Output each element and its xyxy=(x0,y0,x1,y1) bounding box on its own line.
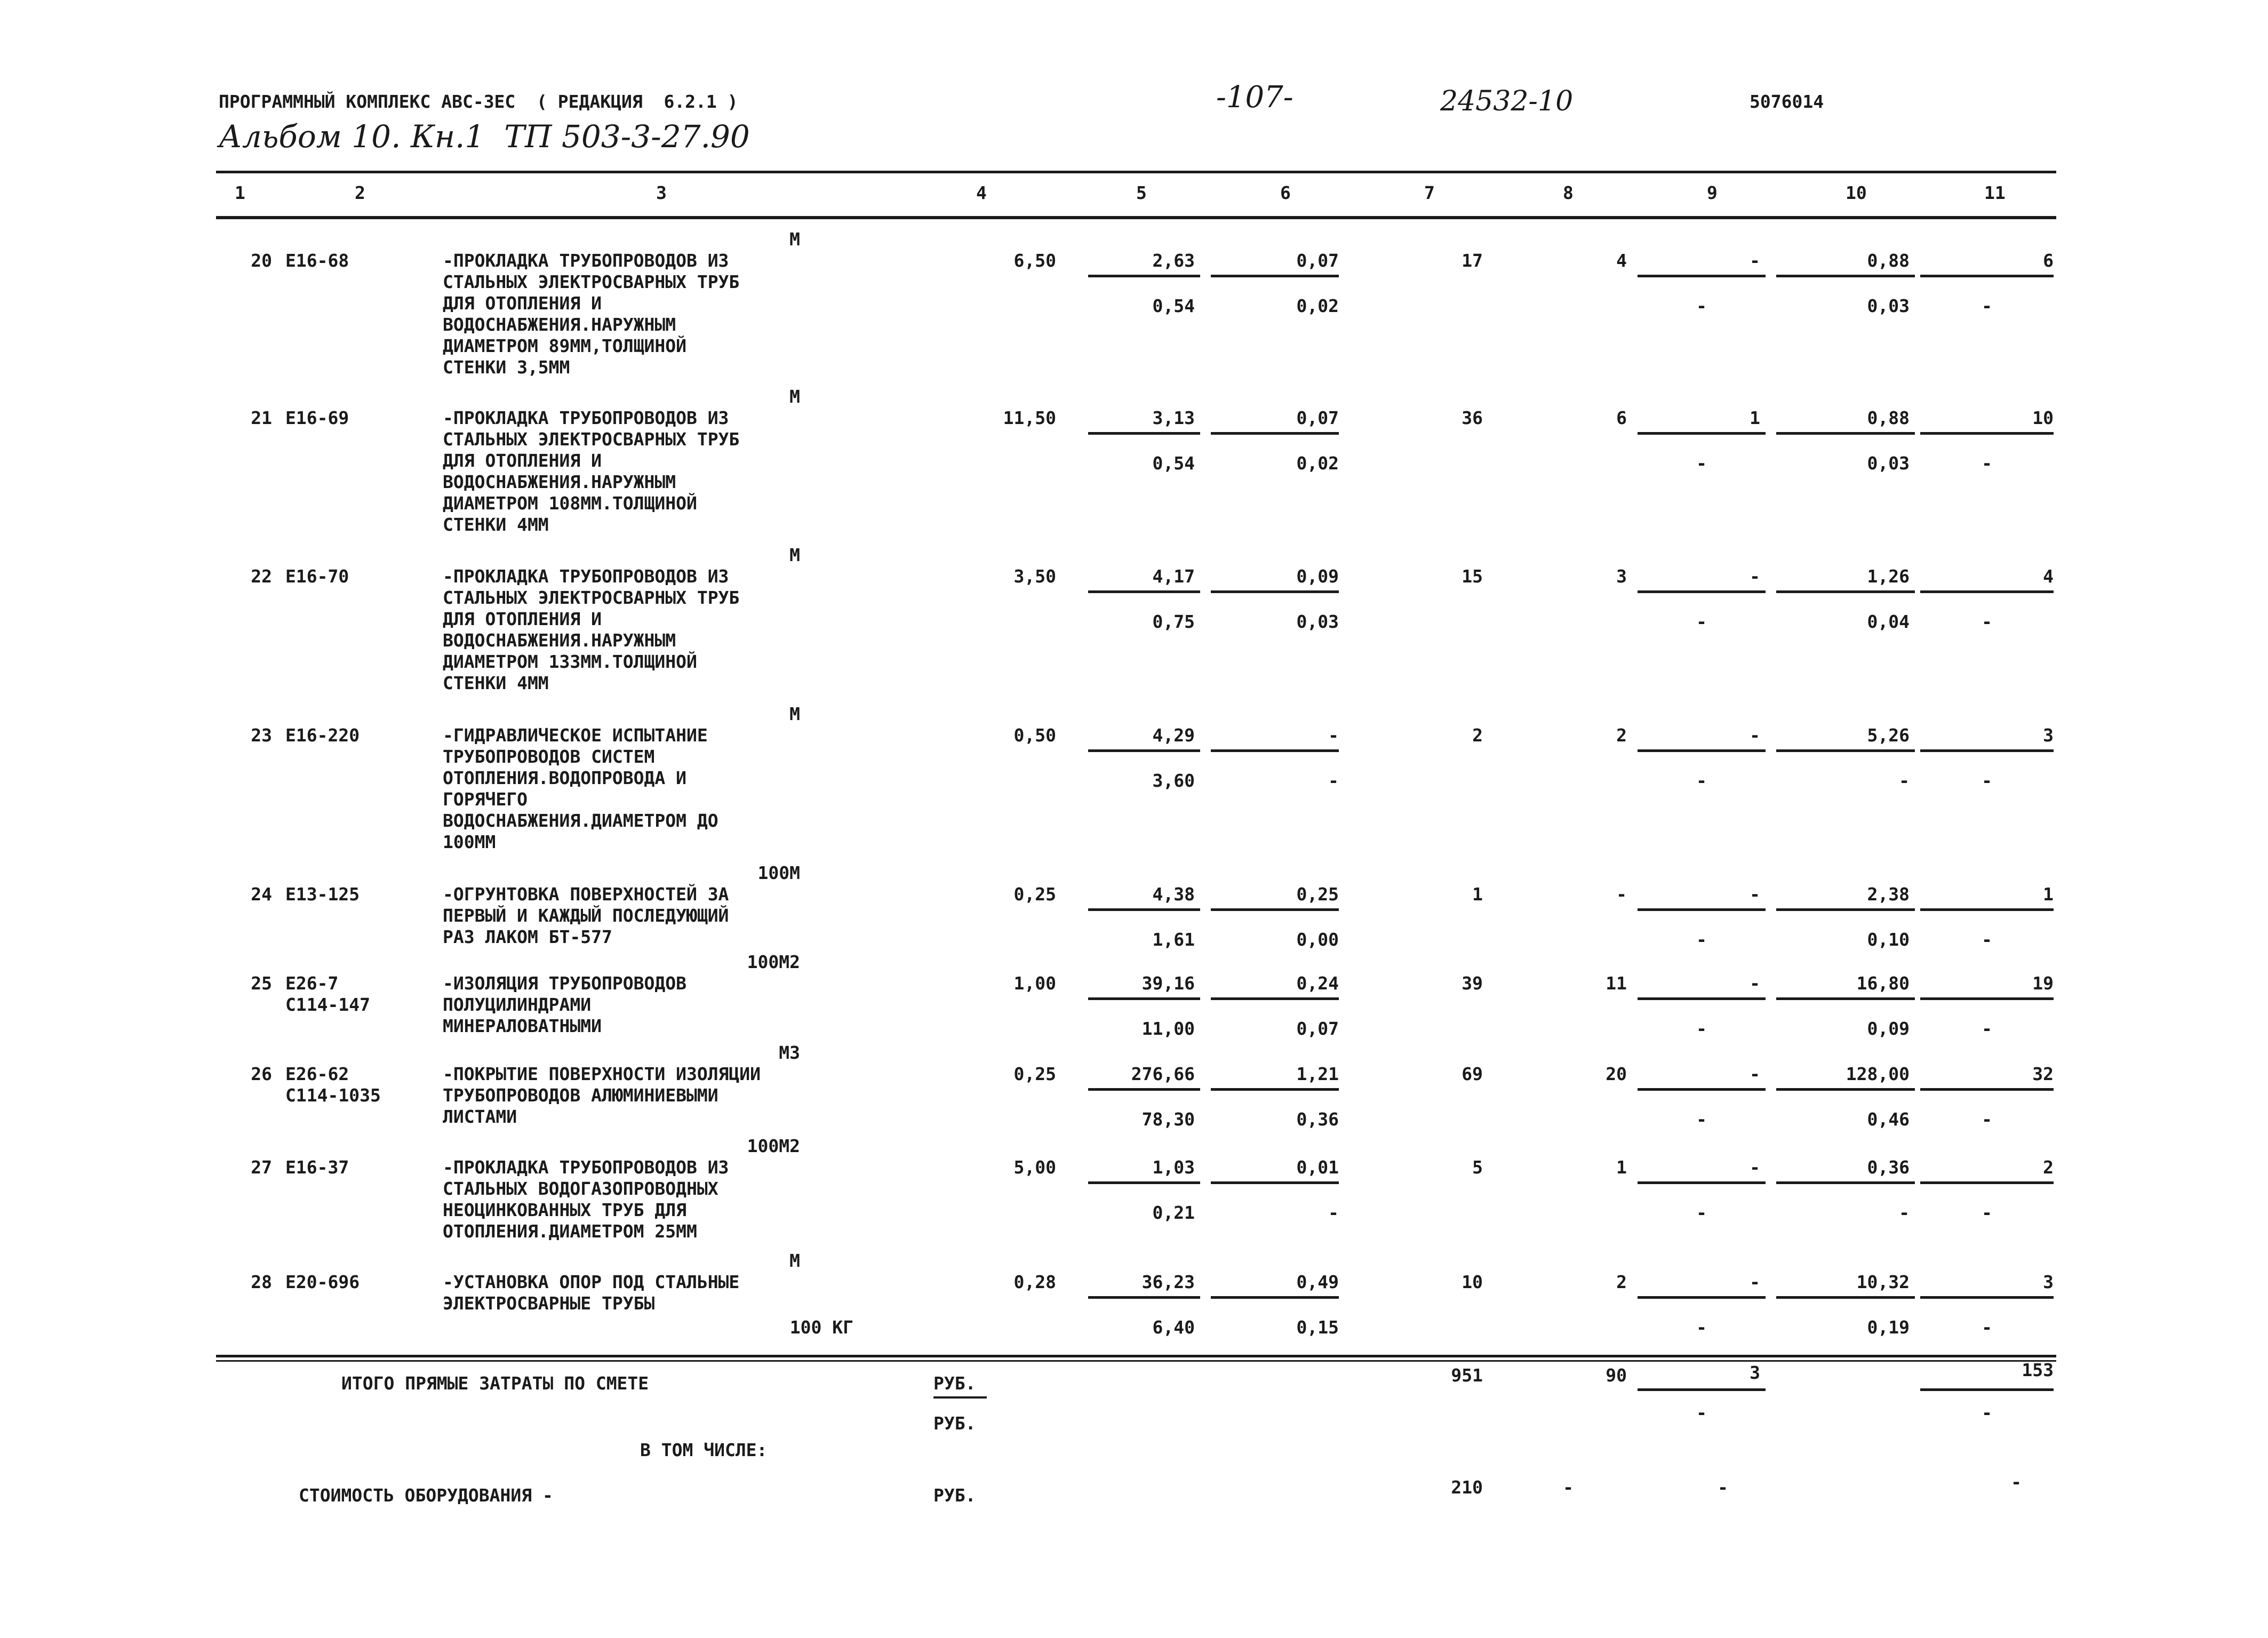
row-description-line: ВОДОСНАБЖЕНИЯ.НАРУЖНЫМ xyxy=(443,472,676,492)
row-col9-bottom: - xyxy=(1696,929,1707,950)
totals-col8: 90 xyxy=(1606,1365,1627,1386)
row-col5-rule xyxy=(1088,432,1200,435)
row-col5-top: 2,63 xyxy=(1152,250,1195,271)
row-col6-rule xyxy=(1211,1296,1339,1299)
row-code: Е20-696 xyxy=(285,1272,360,1292)
row-code: С114-147 xyxy=(285,994,370,1015)
row-col10-bottom: 0,03 xyxy=(1867,295,1910,316)
row-description-line: ВОДОСНАБЖЕНИЯ.НАРУЖНЫМ xyxy=(443,314,676,335)
totals-col7: 951 xyxy=(1451,1365,1483,1386)
row-col10-top: 2,38 xyxy=(1867,884,1910,905)
totals-rule-2 xyxy=(216,1360,2056,1362)
row-description-line: ДЛЯ ОТОПЛЕНИЯ И xyxy=(443,293,602,314)
row-description-line: ЭЛЕКТРОСВАРНЫЕ ТРУБЫ xyxy=(443,1293,655,1314)
row-description-line: ВОДОСНАБЖЕНИЯ.ДИАМЕТРОМ ДО xyxy=(443,810,718,831)
row-col11-bottom: - xyxy=(1982,611,1992,632)
row-col9-bottom: - xyxy=(1696,1109,1707,1130)
row-description-line: СТАЛЬНЫХ ЭЛЕКТРОСВАРНЫХ ТРУБ xyxy=(443,429,740,450)
row-col6-top: 0,25 xyxy=(1296,884,1339,905)
header-rule-bottom xyxy=(216,216,2056,219)
row-unit: 100М xyxy=(757,862,800,883)
row-col8: 3 xyxy=(1616,566,1627,587)
row-col5-top: 3,13 xyxy=(1152,407,1195,428)
row-col11-rule xyxy=(1920,432,2054,435)
row-number: 20 xyxy=(251,250,272,271)
row-col6-rule xyxy=(1211,432,1339,435)
row-col6-top: 0,07 xyxy=(1296,407,1339,428)
row-col11-top: 10 xyxy=(2032,407,2054,428)
row-col5-rule xyxy=(1088,749,1200,752)
row-description-line: СТЕНКИ 4ММ xyxy=(443,514,549,535)
row-code: Е16-69 xyxy=(285,407,349,428)
column-header-1: 1 xyxy=(235,182,245,203)
including-label: В ТОМ ЧИСЛЕ: xyxy=(640,1440,768,1460)
row-col6-bottom: 0,03 xyxy=(1296,611,1339,632)
row-description-line: НЕОЦИНКОВАННЫХ ТРУБ ДЛЯ xyxy=(443,1200,686,1220)
row-col10-rule xyxy=(1776,1296,1915,1299)
row-col11-bottom: - xyxy=(1982,929,1992,950)
row-col5-bottom: 78,30 xyxy=(1141,1109,1195,1130)
row-unit: М xyxy=(789,704,800,724)
row-col11-bottom: - xyxy=(1982,1018,1992,1039)
row-col9-rule xyxy=(1638,1296,1766,1299)
row-col10-rule xyxy=(1776,908,1915,911)
row-description-line: -УСТАНОВКА ОПОР ПОД СТАЛЬНЫЕ xyxy=(443,1272,740,1292)
totals-col9-rule xyxy=(1638,1388,1766,1391)
row-col10-bottom: - xyxy=(1899,1202,1910,1223)
row-col5-top: 4,29 xyxy=(1152,725,1195,746)
row-col9-rule xyxy=(1638,997,1766,1000)
row-col10-top: 0,88 xyxy=(1867,250,1910,271)
row-col10-top: 0,88 xyxy=(1867,407,1910,428)
row-col9-rule xyxy=(1638,749,1766,752)
row-description-line: 100ММ xyxy=(443,832,496,852)
row-col6-bottom: 0,02 xyxy=(1296,453,1339,474)
row-description-line: МИНЕРАЛОВАТНЫМИ xyxy=(443,1016,602,1036)
row-code: С114-1035 xyxy=(285,1085,381,1106)
row-col10-bottom: 0,46 xyxy=(1867,1109,1910,1130)
row-col4: 3,50 xyxy=(1013,566,1056,587)
row-col10-bottom: 0,03 xyxy=(1867,453,1910,474)
row-description-line: СТЕНКИ 4ММ xyxy=(443,673,549,693)
row-col5-top: 4,17 xyxy=(1152,566,1195,587)
row-unit: 100М2 xyxy=(747,1136,800,1156)
row-col6-top: 0,09 xyxy=(1296,566,1339,587)
row-description-line: СТАЛЬНЫХ ЭЛЕКТРОСВАРНЫХ ТРУБ xyxy=(443,587,740,608)
totals-currency-2: РУБ. xyxy=(933,1413,976,1434)
row-col8: 2 xyxy=(1616,1272,1627,1292)
row-col11-bottom: - xyxy=(1982,295,1992,316)
row-unit: М xyxy=(789,545,800,565)
row-col11-bottom: - xyxy=(1982,1109,1992,1130)
row-number: 21 xyxy=(251,407,272,428)
row-col10-rule xyxy=(1776,275,1915,277)
album-note: Альбом 10. Кн.1 ТП 503-3-27.90 xyxy=(219,118,750,155)
row-col5-bottom: 0,21 xyxy=(1152,1202,1195,1223)
row-col6-top: 0,07 xyxy=(1296,250,1339,271)
last-row-unit: 100 КГ xyxy=(789,1317,853,1338)
row-description-line: СТАЛЬНЫХ ЭЛЕКТРОСВАРНЫХ ТРУБ xyxy=(443,271,740,292)
row-col7: 39 xyxy=(1462,973,1483,994)
row-col11-rule xyxy=(1920,1181,2054,1184)
currency-rule xyxy=(933,1396,987,1399)
row-col9-bottom: - xyxy=(1696,770,1707,791)
row-col6-top: 0,49 xyxy=(1296,1272,1339,1292)
row-col6-rule xyxy=(1211,749,1339,752)
row-col7: 10 xyxy=(1462,1272,1483,1292)
equipment-col7: 210 xyxy=(1451,1477,1483,1498)
row-col5-bottom: 0,75 xyxy=(1152,611,1195,632)
row-col9-top: 1 xyxy=(1750,407,1760,428)
row-col5-top: 276,66 xyxy=(1131,1064,1195,1084)
row-col11-top: 3 xyxy=(2043,1272,2054,1292)
column-header-2: 2 xyxy=(355,182,365,203)
row-col10-rule xyxy=(1776,997,1915,1000)
row-col11-top: 2 xyxy=(2043,1157,2054,1178)
row-description-line: ДЛЯ ОТОПЛЕНИЯ И xyxy=(443,450,602,471)
row-code: Е26-62 xyxy=(285,1064,349,1084)
row-description-line: ТРУБОПРОВОДОВ АЛЮМИНИЕВЫМИ xyxy=(443,1085,718,1106)
project-code: 24532-10 xyxy=(1440,85,1574,117)
row-code: Е26-7 xyxy=(285,973,339,994)
row-col11-bottom: - xyxy=(1982,770,1992,791)
row-col10-bottom: 0,09 xyxy=(1867,1018,1910,1039)
row-col10-bottom: - xyxy=(1899,770,1910,791)
row-code: Е16-220 xyxy=(285,725,360,746)
row-col9-top: - xyxy=(1750,1272,1760,1292)
row-description-line: ЛИСТАМИ xyxy=(443,1106,517,1127)
row-col6-top: 0,01 xyxy=(1296,1157,1339,1178)
totals-label: ИТОГО ПРЯМЫЕ ЗАТРАТЫ ПО СМЕТЕ xyxy=(341,1373,649,1394)
row-description-line: ДИАМЕТРОМ 133ММ.ТОЛЩИНОЙ xyxy=(443,651,697,672)
row-col10-top: 1,26 xyxy=(1867,566,1910,587)
row-number: 28 xyxy=(251,1272,272,1292)
row-description-line: ПЕРВЫЙ И КАЖДЫЙ ПОСЛЕДУЮЩИЙ xyxy=(443,905,729,926)
row-col10-rule xyxy=(1776,432,1915,435)
row-description-line: ДЛЯ ОТОПЛЕНИЯ И xyxy=(443,609,602,629)
row-col11-top: 1 xyxy=(2043,884,2054,905)
row-col9-top: - xyxy=(1750,973,1760,994)
row-col10-rule xyxy=(1776,749,1915,752)
row-description-line: ДИАМЕТРОМ 108ММ.ТОЛЩИНОЙ xyxy=(443,493,697,514)
row-col5-bottom: 3,60 xyxy=(1152,770,1195,791)
row-col6-rule xyxy=(1211,997,1339,1000)
row-col9-top: - xyxy=(1750,884,1760,905)
totals-col9b: - xyxy=(1696,1402,1707,1423)
row-col11-top: 32 xyxy=(2032,1064,2054,1084)
totals-col11a: 153 xyxy=(2022,1360,2054,1380)
row-unit: 100М2 xyxy=(747,952,800,972)
row-description-line: РАЗ ЛАКОМ БТ-577 xyxy=(443,926,612,947)
row-col11-rule xyxy=(1920,997,2054,1000)
column-header-10: 10 xyxy=(1846,182,1867,203)
totals-col11-rule xyxy=(1920,1388,2054,1391)
row-description-line: -ПОКРЫТИЕ ПОВЕРХНОСТИ ИЗОЛЯЦИИ xyxy=(443,1064,761,1084)
row-code: Е16-68 xyxy=(285,250,349,271)
row-description-line: -ИЗОЛЯЦИЯ ТРУБОПРОВОДОВ xyxy=(443,973,686,994)
row-col5-top: 36,23 xyxy=(1141,1272,1195,1292)
row-col9-rule xyxy=(1638,590,1766,593)
totals-col9a: 3 xyxy=(1750,1362,1760,1383)
row-col10-top: 5,26 xyxy=(1867,725,1910,746)
row-col10-top: 0,36 xyxy=(1867,1157,1910,1178)
row-col9-bottom: - xyxy=(1696,1202,1707,1223)
row-number: 27 xyxy=(251,1157,272,1178)
row-col8: 11 xyxy=(1606,973,1627,994)
row-code: Е16-37 xyxy=(285,1157,349,1178)
column-header-11: 11 xyxy=(1984,182,2006,203)
column-header-5: 5 xyxy=(1136,182,1147,203)
row-col10-top: 16,80 xyxy=(1856,973,1910,994)
row-col11-rule xyxy=(1920,908,2054,911)
column-header-9: 9 xyxy=(1707,182,1718,203)
row-col7: 69 xyxy=(1462,1064,1483,1084)
row-number: 26 xyxy=(251,1064,272,1084)
row-col5-bottom: 0,54 xyxy=(1152,295,1195,316)
row-unit: М xyxy=(789,229,800,250)
row-col7: 15 xyxy=(1462,566,1483,587)
row-col7: 5 xyxy=(1472,1157,1483,1178)
row-number: 25 xyxy=(251,973,272,994)
row-col8: 4 xyxy=(1616,250,1627,271)
totals-rule xyxy=(216,1355,2056,1357)
row-col6-rule xyxy=(1211,590,1339,593)
row-description-line: ДИАМЕТРОМ 89ММ,ТОЛЩИНОЙ xyxy=(443,335,686,356)
row-col6-top: - xyxy=(1328,725,1339,746)
row-col5-rule xyxy=(1088,997,1200,1000)
equipment-col11: - xyxy=(2011,1472,2022,1492)
row-col9-rule xyxy=(1638,1088,1766,1091)
row-col5-bottom: 11,00 xyxy=(1141,1018,1195,1039)
row-col5-bottom: 1,61 xyxy=(1152,929,1195,950)
row-col4: 0,25 xyxy=(1013,884,1056,905)
row-col11-rule xyxy=(1920,275,2054,277)
row-col4: 0,25 xyxy=(1013,1064,1056,1084)
row-number: 23 xyxy=(251,725,272,746)
row-col9-top: - xyxy=(1750,1157,1760,1178)
row-col6-top: 1,21 xyxy=(1296,1064,1339,1084)
row-col7: 1 xyxy=(1472,884,1483,905)
row-col7: 17 xyxy=(1462,250,1483,271)
row-col6-bottom: 0,15 xyxy=(1296,1317,1339,1338)
row-col4: 11,50 xyxy=(1003,407,1056,428)
row-col4: 5,00 xyxy=(1013,1157,1056,1178)
row-col6-bottom: 0,36 xyxy=(1296,1109,1339,1130)
row-col5-rule xyxy=(1088,1296,1200,1299)
row-col5-rule xyxy=(1088,590,1200,593)
row-unit: М3 xyxy=(779,1042,800,1063)
row-col9-bottom: - xyxy=(1696,295,1707,316)
row-col6-rule xyxy=(1211,1181,1339,1184)
row-col5-top: 39,16 xyxy=(1141,973,1195,994)
row-col10-top: 10,32 xyxy=(1856,1272,1910,1292)
row-col10-rule xyxy=(1776,590,1915,593)
totals-col11b: - xyxy=(1982,1402,1992,1423)
row-col7: 2 xyxy=(1472,725,1483,746)
row-description-line: -ПРОКЛАДКА ТРУБОПРОВОДОВ ИЗ xyxy=(443,250,729,271)
row-col10-bottom: 0,19 xyxy=(1867,1317,1910,1338)
row-col9-top: - xyxy=(1750,250,1760,271)
row-description-line: -ПРОКЛАДКА ТРУБОПРОВОДОВ ИЗ xyxy=(443,566,729,587)
row-col11-bottom: - xyxy=(1982,453,1992,474)
row-col5-bottom: 0,54 xyxy=(1152,453,1195,474)
row-col6-rule xyxy=(1211,1088,1339,1091)
row-description-line: ОТОПЛЕНИЯ.ВОДОПРОВОДА И xyxy=(443,768,686,788)
row-description-line: ОТОПЛЕНИЯ.ДИАМЕТРОМ 25ММ xyxy=(443,1221,697,1242)
row-col11-bottom: - xyxy=(1982,1317,1992,1338)
row-col9-rule xyxy=(1638,432,1766,435)
row-description-line: -ПРОКЛАДКА ТРУБОПРОВОДОВ ИЗ xyxy=(443,407,729,428)
row-col9-top: - xyxy=(1750,566,1760,587)
row-col11-top: 19 xyxy=(2032,973,2054,994)
row-col4: 1,00 xyxy=(1013,973,1056,994)
row-number: 22 xyxy=(251,566,272,587)
row-col6-bottom: - xyxy=(1328,770,1339,791)
column-header-4: 4 xyxy=(976,182,987,203)
row-col10-top: 128,00 xyxy=(1846,1064,1910,1084)
row-col6-top: 0,24 xyxy=(1296,973,1339,994)
row-col11-rule xyxy=(1920,590,2054,593)
row-description-line: ВОДОСНАБЖЕНИЯ.НАРУЖНЫМ xyxy=(443,630,676,651)
row-col9-rule xyxy=(1638,1181,1766,1184)
row-col4: 6,50 xyxy=(1013,250,1056,271)
row-col5-rule xyxy=(1088,275,1200,277)
header-rule-top xyxy=(216,171,2056,173)
row-col6-bottom: - xyxy=(1328,1202,1339,1223)
row-unit: М xyxy=(789,1250,800,1271)
column-header-6: 6 xyxy=(1280,182,1291,203)
document-id: 5076014 xyxy=(1750,91,1824,112)
column-header-8: 8 xyxy=(1563,182,1574,203)
row-col11-top: 6 xyxy=(2043,250,2054,271)
row-col5-rule xyxy=(1088,1181,1200,1184)
equipment-currency: РУБ. xyxy=(933,1485,976,1506)
row-col10-bottom: 0,04 xyxy=(1867,611,1910,632)
row-col8: 1 xyxy=(1616,1157,1627,1178)
row-description-line: -ГИДРАВЛИЧЕСКОЕ ИСПЫТАНИЕ xyxy=(443,725,708,746)
equipment-col9: - xyxy=(1718,1477,1728,1498)
column-header-7: 7 xyxy=(1424,182,1435,203)
row-col4: 0,50 xyxy=(1013,725,1056,746)
row-col8: 20 xyxy=(1606,1064,1627,1084)
row-col6-bottom: 0,00 xyxy=(1296,929,1339,950)
row-col9-bottom: - xyxy=(1696,1018,1707,1039)
row-description-line: СТЕНКИ 3,5ММ xyxy=(443,357,570,378)
equipment-label: СТОИМОСТЬ ОБОРУДОВАНИЯ - xyxy=(299,1485,553,1506)
row-description-line: ПОЛУЦИЛИНДРАМИ xyxy=(443,994,592,1015)
equipment-col8: - xyxy=(1563,1477,1574,1498)
row-col10-rule xyxy=(1776,1181,1915,1184)
column-header-3: 3 xyxy=(656,182,667,203)
program-title: ПРОГРАММНЫЙ КОМПЛЕКС АВС-3ЕС ( РЕДАКЦИЯ 6.2.1 ) xyxy=(219,91,738,112)
row-description-line: -ОГРУНТОВКА ПОВЕРХНОСТЕЙ ЗА xyxy=(443,884,729,905)
row-col11-top: 3 xyxy=(2043,725,2054,746)
row-col9-bottom: - xyxy=(1696,453,1707,474)
row-col8: 2 xyxy=(1616,725,1627,746)
row-description-line: ТРУБОПРОВОДОВ СИСТЕМ xyxy=(443,746,655,767)
row-number: 24 xyxy=(251,884,272,905)
row-col11-rule xyxy=(1920,1296,2054,1299)
row-col9-top: - xyxy=(1750,1064,1760,1084)
row-col11-top: 4 xyxy=(2043,566,2054,587)
row-col11-bottom: - xyxy=(1982,1202,1992,1223)
row-col5-rule xyxy=(1088,908,1200,911)
row-col6-bottom: 0,07 xyxy=(1296,1018,1339,1039)
row-col9-rule xyxy=(1638,275,1766,277)
row-col6-rule xyxy=(1211,908,1339,911)
row-code: Е13-125 xyxy=(285,884,360,905)
row-col9-rule xyxy=(1638,908,1766,911)
row-col6-bottom: 0,02 xyxy=(1296,295,1339,316)
row-code: Е16-70 xyxy=(285,566,349,587)
row-col5-rule xyxy=(1088,1088,1200,1091)
row-col5-top: 4,38 xyxy=(1152,884,1195,905)
totals-currency: РУБ. xyxy=(933,1373,976,1394)
row-col10-rule xyxy=(1776,1088,1915,1091)
row-col11-rule xyxy=(1920,1088,2054,1091)
row-col11-rule xyxy=(1920,749,2054,752)
row-col10-bottom: 0,10 xyxy=(1867,929,1910,950)
row-col5-bottom: 6,40 xyxy=(1152,1317,1195,1338)
row-col5-top: 1,03 xyxy=(1152,1157,1195,1178)
row-col8: - xyxy=(1616,884,1627,905)
row-description-line: ГОРЯЧЕГО xyxy=(443,789,528,810)
row-unit: М xyxy=(789,386,800,407)
row-col7: 36 xyxy=(1462,407,1483,428)
row-col9-bottom: - xyxy=(1696,611,1707,632)
row-description-line: -ПРОКЛАДКА ТРУБОПРОВОДОВ ИЗ xyxy=(443,1157,729,1178)
row-col9-bottom: - xyxy=(1696,1317,1707,1338)
row-col6-rule xyxy=(1211,275,1339,277)
page-number: -107- xyxy=(1216,80,1293,115)
row-col4: 0,28 xyxy=(1013,1272,1056,1292)
row-description-line: СТАЛЬНЫХ ВОДОГАЗОПРОВОДНЫХ xyxy=(443,1178,718,1199)
row-col9-top: - xyxy=(1750,725,1760,746)
row-col8: 6 xyxy=(1616,407,1627,428)
